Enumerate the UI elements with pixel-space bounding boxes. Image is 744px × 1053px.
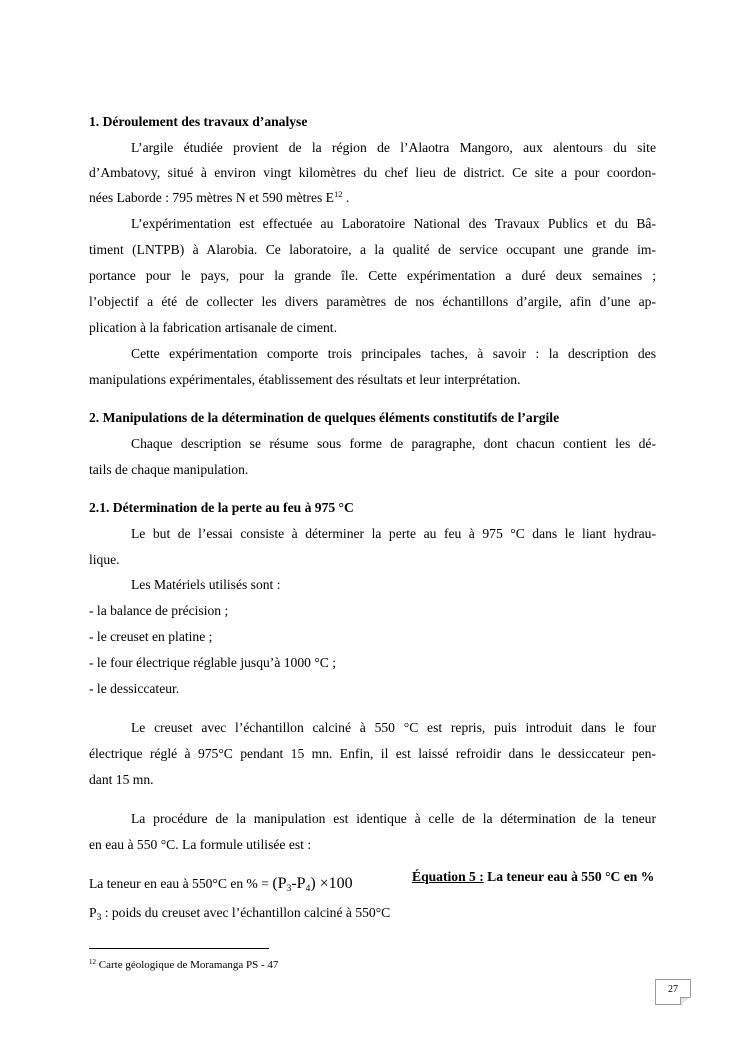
page-number: 27 (668, 984, 678, 995)
list-item: - la balance de précision ; (89, 603, 229, 618)
paragraph-line: manipulations expérimentales, établissement des résultats et leur interprétation. (89, 372, 521, 387)
paragraph-line: L’argile étudiée provient de la région de l’Alaotra Mangoro, aux alentours du site (131, 140, 656, 155)
equation-rhs (272, 875, 352, 892)
footnote-number: 12 (89, 958, 96, 966)
paragraph-line: l’objectif a été de collecter les divers paramètres de nos échantillons d’argile, afin d’une ap- (89, 294, 656, 309)
equation-lhs: La teneur en eau à 550°C en % = (89, 876, 273, 891)
eq-part: (P (272, 875, 287, 892)
eq-part: ) ×100 (310, 875, 353, 892)
list-item: - le dessiccateur. (89, 681, 180, 696)
paragraph-line: lique. (89, 552, 120, 567)
paragraph-line: portance pour le pays, pour la grande île. Cette expérimentation a duré deux semaines ; (89, 268, 656, 283)
paragraph-line: électrique réglé à 975°C pendant 15 mn. Enfin, il est laissé refroidir dans le dessiccateur pen- (89, 746, 656, 761)
eq-part: -P (291, 875, 306, 892)
paragraph-line: Le but de l’essai consiste à déterminer la perte au feu à 975 °C dans le liant hydrau- (131, 526, 656, 541)
paragraph-end: . (342, 190, 350, 205)
footnote (89, 958, 278, 972)
paragraph-line: dant 15 mn. (89, 772, 154, 787)
footnote-ref: 12 (334, 189, 343, 199)
paragraph-line: Le creuset avec l’échantillon calciné à 550 °C est repris, puis introduit dans le four (131, 720, 656, 735)
list-item: - le creuset en platine ; (89, 629, 213, 644)
materials-intro: Les Matériels utilisés sont : (131, 577, 281, 592)
equation-label-text: La teneur eau à 550 °C en % (483, 869, 655, 884)
paragraph-line: en eau à 550 °C. La formule utilisée est : (89, 837, 312, 852)
list-item: - le four électrique réglable jusqu’à 1000 °C ; (89, 655, 337, 670)
equation-label (412, 869, 654, 885)
paragraph-line: tails de chaque manipulation. (89, 462, 249, 477)
paragraph-line: Chaque description se résume sous forme de paragraphe, dont chacun contient les dé- (131, 436, 656, 451)
var-text: : poids du creuset avec l’échantillon calciné à 550°C (101, 905, 391, 920)
paragraph-line: plication à la fabrication artisanale de ciment. (89, 320, 337, 335)
paragraph-line: Cette expérimentation comporte trois principales taches, à savoir : la description des (131, 346, 656, 361)
footnote-text: Carte géologique de Moramanga PS - 47 (96, 959, 279, 971)
variable-definition (89, 905, 390, 921)
paragraph-line: La procédure de la manipulation est identique à celle de la détermination de la teneur (131, 811, 656, 826)
section-2-heading: 2. Manipulations de la détermination de quelques éléments constitutifs de l’argile (89, 410, 560, 425)
equation-label-prefix: Équation 5 : (412, 869, 484, 884)
var-sub: 3 (96, 913, 102, 923)
paragraph-line: L’expérimentation est effectuée au Laboratoire National des Travaux Publics et du Bâ- (131, 216, 656, 231)
paragraph-line (89, 190, 349, 206)
coordinates-text: nées Laborde : 795 mètres N et 590 mètres E (89, 190, 334, 205)
section-2-1-heading: 2.1. Détermination de la perte au feu à 975 °C (89, 500, 354, 515)
eq-sub: 3 (286, 884, 292, 894)
section-1-heading: 1. Déroulement des travaux d’analyse (89, 114, 308, 129)
paragraph-line: timent (LNTPB) à Alarobia. Ce laboratoire, a la qualité de service occupant une grande im- (89, 242, 656, 257)
paragraph-line: d’Ambatovy, situé à environ vingt kilomètres du chef lieu de district. Ce site a pour coordon- (89, 165, 656, 180)
var-name: P (89, 905, 97, 920)
equation-formula (89, 876, 353, 892)
eq-sub: 4 (305, 884, 311, 894)
footnote-separator (89, 948, 269, 949)
